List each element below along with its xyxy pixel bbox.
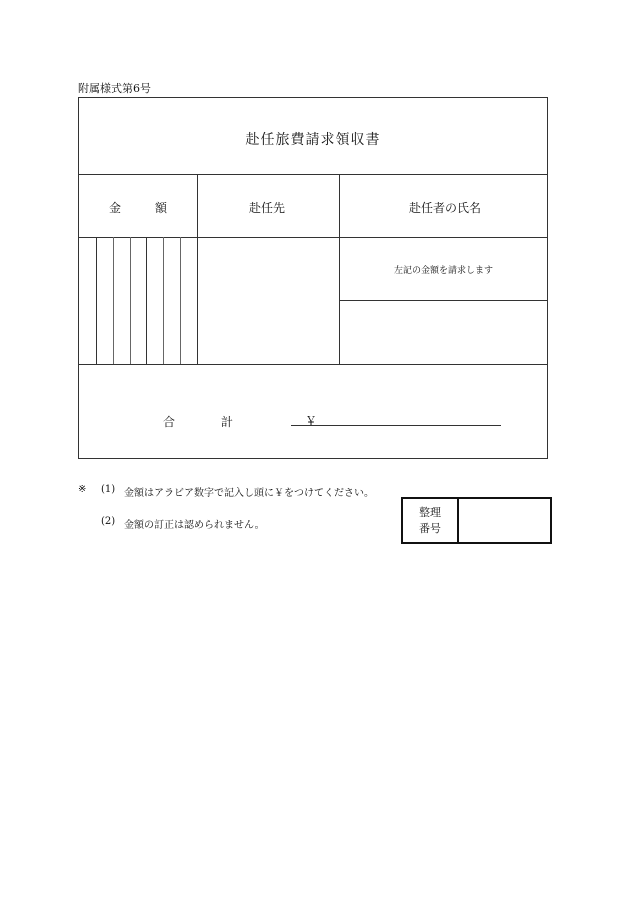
dest-name-divider — [339, 174, 340, 364]
name-cell-divider — [339, 300, 547, 301]
form-title: 赴任旅費請求領収書 — [245, 132, 381, 148]
header-amount-char1: 金 — [109, 201, 122, 215]
yen-symbol: ￥ — [305, 414, 318, 428]
digit-column-line — [113, 237, 114, 364]
form-number: 附属様式第6号 — [78, 82, 151, 95]
digit-column-line — [163, 237, 164, 364]
total-row-divider — [79, 364, 547, 365]
claim-statement: 左記の金額を請求します — [394, 266, 494, 276]
note-mark: ※ — [78, 484, 87, 495]
reference-number-box — [401, 497, 552, 544]
amount-dest-divider — [197, 174, 198, 364]
reference-label-line1: 整理 — [419, 506, 441, 519]
total-amount-line — [291, 425, 501, 426]
digit-column-line — [180, 237, 181, 364]
header-amount-char2: 額 — [155, 201, 168, 215]
header-destination: 赴任先 — [249, 201, 286, 215]
receipt-form-table — [78, 97, 548, 459]
note-2-number: (2) — [101, 516, 116, 527]
note-1-text: 金額はアラビア数字で記入し頭に￥をつけてください。 — [124, 488, 374, 499]
digit-column-line — [96, 237, 97, 364]
note-1-number: (1) — [101, 484, 116, 495]
header-row-divider — [79, 237, 547, 238]
total-label-char2: 計 — [221, 415, 234, 429]
title-row-divider — [79, 174, 547, 175]
digit-column-line — [146, 237, 147, 364]
digit-column-line — [130, 237, 131, 364]
note-2-text: 金額の訂正は認められません。 — [124, 520, 265, 531]
reference-label-line2: 番号 — [419, 522, 441, 535]
reference-number-label — [403, 505, 457, 537]
reference-box-divider — [457, 499, 459, 542]
total-label-char1: 合 — [163, 415, 176, 429]
header-person-name: 赴任者の氏名 — [409, 201, 482, 215]
